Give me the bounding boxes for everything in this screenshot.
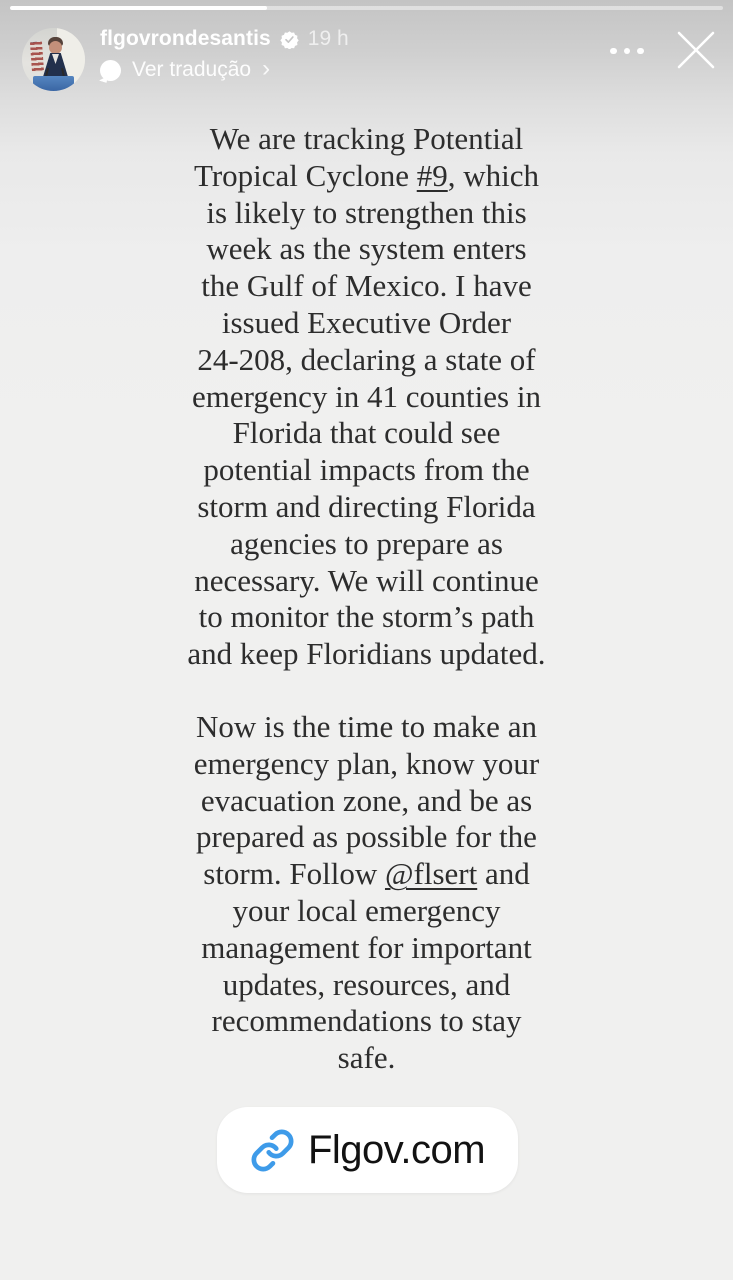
link-icon [250, 1128, 295, 1173]
story-line [0, 856, 733, 893]
story-text-segment: Now is the time to make an [196, 708, 537, 744]
story-line [0, 1003, 733, 1040]
close-button[interactable] [675, 29, 717, 71]
story-line [0, 415, 733, 452]
story-text-segment: safe. [337, 1040, 396, 1076]
story-text-segment: to monitor the storm’s path [198, 599, 535, 635]
chevron-right-icon: › [262, 54, 271, 82]
story-text-segment: your local emergency [232, 892, 501, 928]
story-line [0, 342, 733, 379]
story-header [0, 0, 733, 100]
story-text-segment: 24-208, declaring a state of [197, 341, 536, 377]
avatar-face [49, 41, 62, 54]
story-text-segment: is likely to strengthen this [206, 194, 527, 230]
header-text [100, 27, 349, 82]
story-text-segment: updates, resources, and [222, 966, 511, 1002]
story-line [0, 709, 733, 746]
more-options-icon [610, 48, 617, 55]
story-line [0, 930, 733, 967]
story-text-segment: and keep Floridians updated. [187, 636, 546, 672]
story-line [0, 158, 733, 195]
username-row [100, 27, 349, 51]
story-line [0, 967, 733, 1004]
story-paragraph [0, 709, 733, 1077]
story-line [0, 305, 733, 342]
story-line [0, 783, 733, 820]
story-paragraph [0, 121, 733, 673]
story-line [0, 599, 733, 636]
see-translation-button[interactable] [100, 54, 349, 82]
story-timestamp: 19 h [307, 27, 349, 50]
story-text-segment: emergency in 41 counties in [192, 378, 541, 414]
story-line [0, 379, 733, 416]
story-text-link[interactable]: #9 [416, 157, 448, 193]
us-flag [30, 42, 44, 73]
story-text-segment: potential impacts from the [203, 452, 530, 488]
story-text-segment: and [477, 856, 530, 892]
more-options-icon [637, 48, 644, 55]
story-line [0, 121, 733, 158]
story-text-segment: the Gulf of Mexico. I have [201, 268, 532, 304]
story-text-segment: storm. Follow [203, 856, 385, 892]
story-line [0, 563, 733, 600]
story-text-segment: necessary. We will continue [194, 562, 539, 598]
story-line [0, 746, 733, 783]
translation-bubble-icon [100, 60, 121, 81]
close-icon [676, 30, 716, 70]
story-text-segment: evacuation zone, and be as [200, 782, 533, 818]
story-text-segment: week as the system enters [206, 231, 527, 267]
verified-badge-icon [280, 30, 299, 49]
more-options-button[interactable] [603, 38, 651, 64]
story-text-segment: We are tracking Potential [209, 121, 524, 156]
avatar-podium [33, 76, 74, 91]
username[interactable]: flgovrondesantis [100, 27, 271, 50]
see-translation-label: Ver tradução [132, 58, 252, 81]
story-line [0, 893, 733, 930]
story-text-segment: recommendations to stay [211, 1003, 522, 1039]
story-line [0, 1040, 733, 1077]
story-text [0, 121, 733, 1113]
story-line [0, 636, 733, 673]
story-line [0, 526, 733, 563]
more-options-icon [624, 48, 631, 55]
story-text-segment: prepared as possible for the [196, 819, 537, 855]
avatar[interactable] [22, 28, 85, 91]
story-line [0, 819, 733, 856]
story-text-segment: , which [447, 157, 539, 193]
story-line [0, 452, 733, 489]
story-text-segment: emergency plan, know your [193, 745, 540, 781]
story-text-segment: Florida that could see [232, 415, 501, 451]
story-text-segment: Tropical Cyclone [194, 157, 417, 193]
link-sticker-label: Flgov.com [307, 1127, 486, 1172]
story-text-segment: storm and directing Florida [197, 488, 536, 524]
story-text-segment: issued Executive Order [221, 304, 512, 340]
story-text-link[interactable]: @flsert [384, 856, 478, 892]
story-line [0, 489, 733, 526]
link-sticker-button[interactable] [217, 1107, 518, 1193]
story-text-segment: agencies to prepare as [230, 525, 503, 561]
story-text-segment: management for important [201, 929, 532, 965]
story-line [0, 195, 733, 232]
story-line [0, 231, 733, 268]
story-line [0, 268, 733, 305]
